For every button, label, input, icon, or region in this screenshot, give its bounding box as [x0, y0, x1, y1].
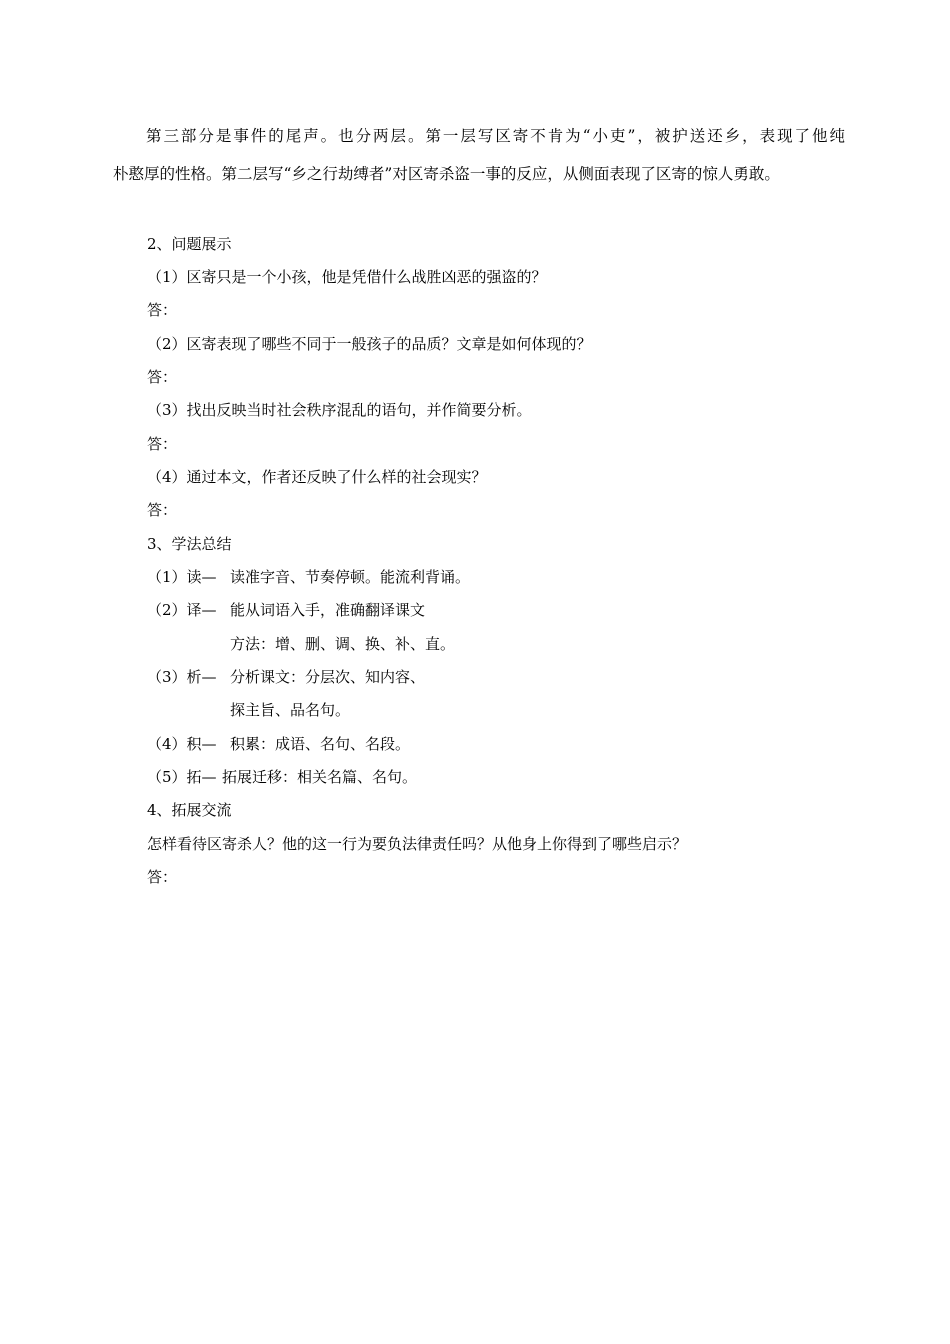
section-3-heading: 3、学法总结 [147, 535, 232, 553]
method-item-2-num: （2）译— [147, 601, 217, 619]
section-4-heading: 4、拓展交流 [147, 801, 232, 819]
method-item-2-sub: 方法：增、删、调、换、补、直。 [230, 635, 456, 653]
intro-paragraph [113, 117, 845, 193]
answer-1-label: 答： [147, 301, 178, 319]
method-item-5-num: （5）拓— [147, 768, 217, 786]
answer-2-label: 答： [147, 368, 178, 386]
method-item-5-text: 拓展迁移：相关名篇、名句。 [222, 768, 418, 786]
method-item-3-sub: 探主旨、品名句。 [230, 701, 351, 719]
section-2-heading: 2、问题展示 [147, 235, 232, 253]
question-4: （4）通过本文，作者还反映了什么样的社会现实？ [147, 468, 487, 486]
answer-4-label: 答： [147, 501, 178, 519]
question-3: （3）找出反映当时社会秩序混乱的语句，并作简要分析。 [147, 401, 532, 419]
method-item-1-text: 读准字音、节奏停顿。能流利背诵。 [230, 568, 471, 586]
intro-line-1: 第三部分是事件的尾声。也分两层。第一层写区寄不肯为“小吏”，被护送还乡，表现了他纯 [146, 127, 845, 145]
method-item-3-text: 分析课文：分层次、知内容、 [230, 668, 426, 686]
method-item-1-num: （1）读— [147, 568, 217, 586]
method-item-4-num: （4）积— [147, 735, 217, 753]
question-1: （1）区寄只是一个小孩，他是凭借什么战胜凶恶的强盗的？ [147, 268, 547, 286]
method-item-4-text: 积累：成语、名句、名段。 [230, 735, 411, 753]
method-item-2-text: 能从词语入手，准确翻译课文 [230, 601, 426, 619]
extension-answer-label: 答： [147, 868, 178, 886]
extension-question: 怎样看待区寄杀人？他的这一行为要负法律责任吗？从他身上你得到了哪些启示？ [147, 835, 688, 853]
answer-3-label: 答： [147, 435, 178, 453]
method-item-3-num: （3）析— [147, 668, 217, 686]
question-2: （2）区寄表现了哪些不同于一般孩子的品质？文章是如何体现的？ [147, 335, 592, 353]
intro-line-2: 朴憨厚的性格。第二层写“乡之行劫缚者”对区寄杀盗一事的反应，从侧面表现了区寄的惊人勇敢。 [113, 165, 780, 183]
